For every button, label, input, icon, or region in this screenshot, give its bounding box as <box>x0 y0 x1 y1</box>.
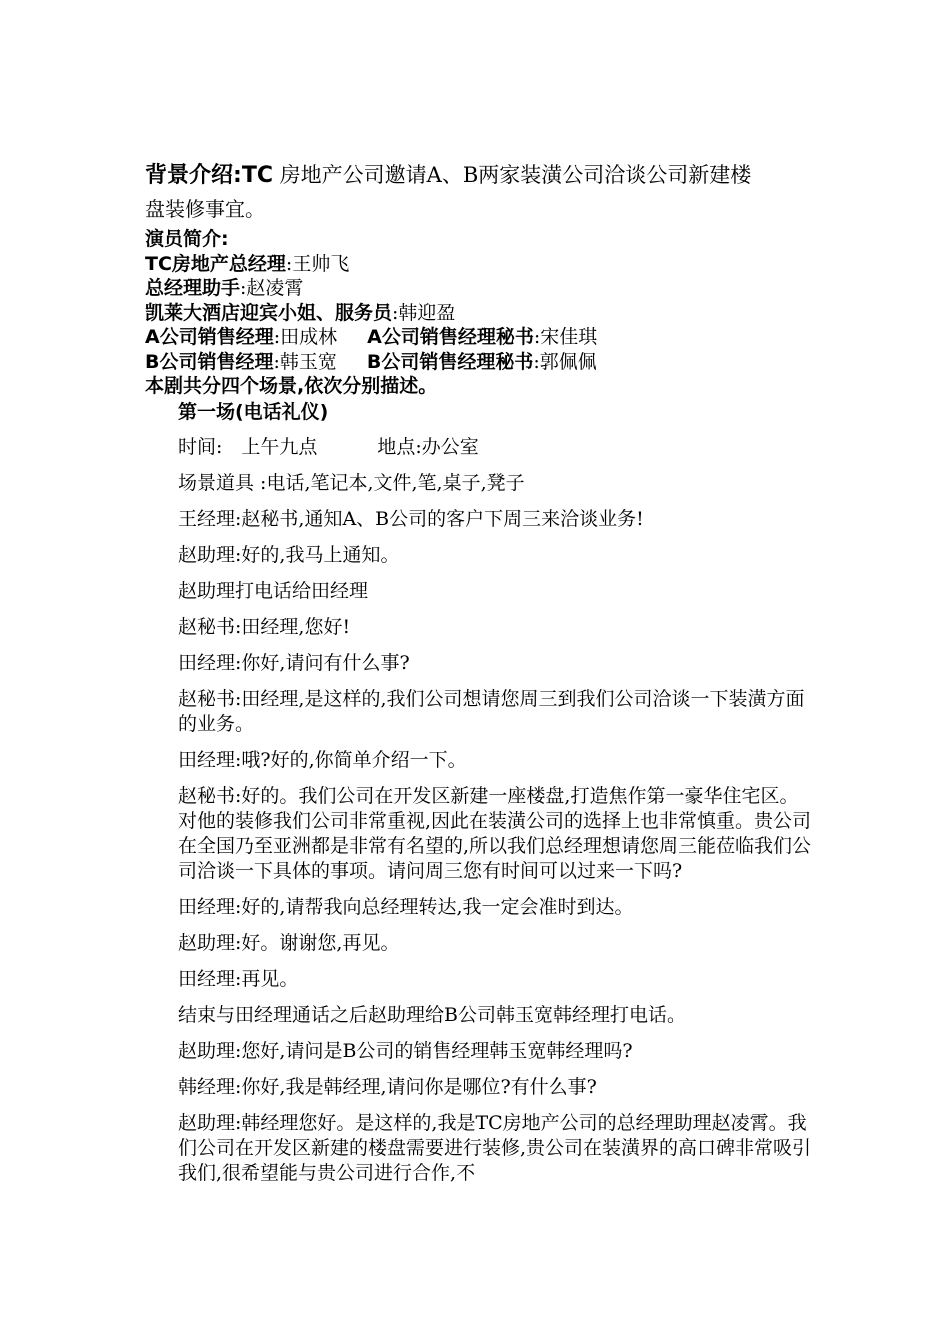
dialogue-line: 赵助理:好。谢谢您,再见。 <box>178 931 400 954</box>
background-text: 房地产公司邀请A、B两家装潢公司洽谈公司新建楼 <box>279 163 752 187</box>
cast-role-label: 凯莱大酒店迎宾小姐、服务员 <box>145 301 393 324</box>
cast-gm: TC房地产总经理:王帅飞 <box>145 252 350 275</box>
background-company: TC <box>241 163 273 188</box>
dialogue-line: 赵助理:您好,请问是B公司的销售经理韩玉宽韩经理吗? <box>178 1039 633 1062</box>
dialogue-line: 田经理:你好,请问有什么事? <box>178 651 410 674</box>
dialogue-line: 赵助理:韩经理您好。是这样的,我是TC房地产公司的总经理助理赵凌霄。我们公司在开发区新建的楼盘需要进行装修,贵公司在装潢界的高口碑非常吸引我们,很希望能与贵公司进行合作,不 <box>178 1111 812 1184</box>
scene-time: 时间: 上午九点 <box>178 435 318 458</box>
background-intro <box>145 158 813 193</box>
cast-actor-name: 田成林 <box>280 326 338 348</box>
dialogue-line: 赵秘书:好的。我们公司在开发区新建一座楼盘,打造焦作第一豪华住宅区。对他的装修我们公司非常重视,因此在装潢公司的选择上也非常慎重。贵公司在全国乃至亚洲都是非常有名望的,所以我们总经理想请您周三能莅临我们公司洽谈一下具体的事项。请问周三您有时间可以过来一下吗? <box>178 784 812 882</box>
stage-direction: 赵助理打电话给田经理 <box>178 579 369 602</box>
dialogue-line: 赵秘书:田经理,您好! <box>178 615 351 638</box>
cast-role-label: TC房地产总经理 <box>145 252 286 275</box>
cast-summary: 本剧共分四个场景,依次分别描述。 <box>145 375 438 397</box>
cast-heading: 演员简介: <box>145 228 229 250</box>
cast-actor-name: 宋佳琪 <box>540 326 598 348</box>
dialogue-line: 赵秘书:田经理,是这样的,我们公司想请您周三到我们公司洽谈一下装潢方面的业务。 <box>178 687 805 735</box>
scene-title: 第一场(电话礼仪) <box>178 400 329 423</box>
cast-role-label: A公司销售经理 <box>145 326 274 348</box>
cast-company-a: A公司销售经理:田成林 A公司销售经理秘书:宋佳琪 <box>145 326 598 348</box>
cast-role-label: 总经理助手 <box>145 277 241 299</box>
dialogue-line: 田经理:哦?好的,你简单介绍一下。 <box>178 748 467 771</box>
dialogue-line: 田经理:好的,请帮我向总经理转达,我一定会准时到达。 <box>178 895 634 918</box>
cast-actor-name: 韩迎盈 <box>398 301 456 324</box>
scene-place: 地点:办公室 <box>377 435 479 458</box>
dialogue-line: 田经理:再见。 <box>178 967 299 990</box>
document-page <box>145 158 813 1197</box>
cast-actor-name: 郭佩佩 <box>539 350 597 373</box>
cast-actor-name: 韩玉宽 <box>279 350 337 373</box>
scene-props: 场景道具 :电话,笔记本,文件,笔,桌子,凳子 <box>178 471 525 494</box>
background-label: 背景介绍: <box>145 163 242 188</box>
dialogue-line: 王经理:赵秘书,通知A、B公司的客户下周三来洽谈业务! <box>178 507 644 530</box>
cast-assistant: 总经理助手:赵凌霄 <box>145 277 304 299</box>
scene-time-place <box>178 435 813 460</box>
dialogue-line: 韩经理:你好,我是韩经理,请问你是哪位?有什么事? <box>178 1075 597 1098</box>
cast-hotel-staff: 凯莱大酒店迎宾小姐、服务员:韩迎盈 <box>145 301 456 324</box>
cast-actor-name: 王帅飞 <box>292 252 350 275</box>
cast-role-label: A公司销售经理秘书 <box>367 326 534 348</box>
cast-role-label: B公司销售经理 <box>145 350 274 373</box>
cast-role-label: B公司销售经理秘书 <box>366 350 534 373</box>
dialogue-line: 赵助理:好的,我马上通知。 <box>178 543 400 566</box>
cast-actor-name: 赵凌霄 <box>246 277 304 299</box>
stage-direction: 结束与田经理通话之后赵助理给B公司韩玉宽韩经理打电话。 <box>178 1003 686 1026</box>
cast-company-b: B公司销售经理:韩玉宽 B公司销售经理秘书:郭佩佩 <box>145 350 597 373</box>
background-text-continued: 盘装修事宜。 <box>145 197 265 221</box>
